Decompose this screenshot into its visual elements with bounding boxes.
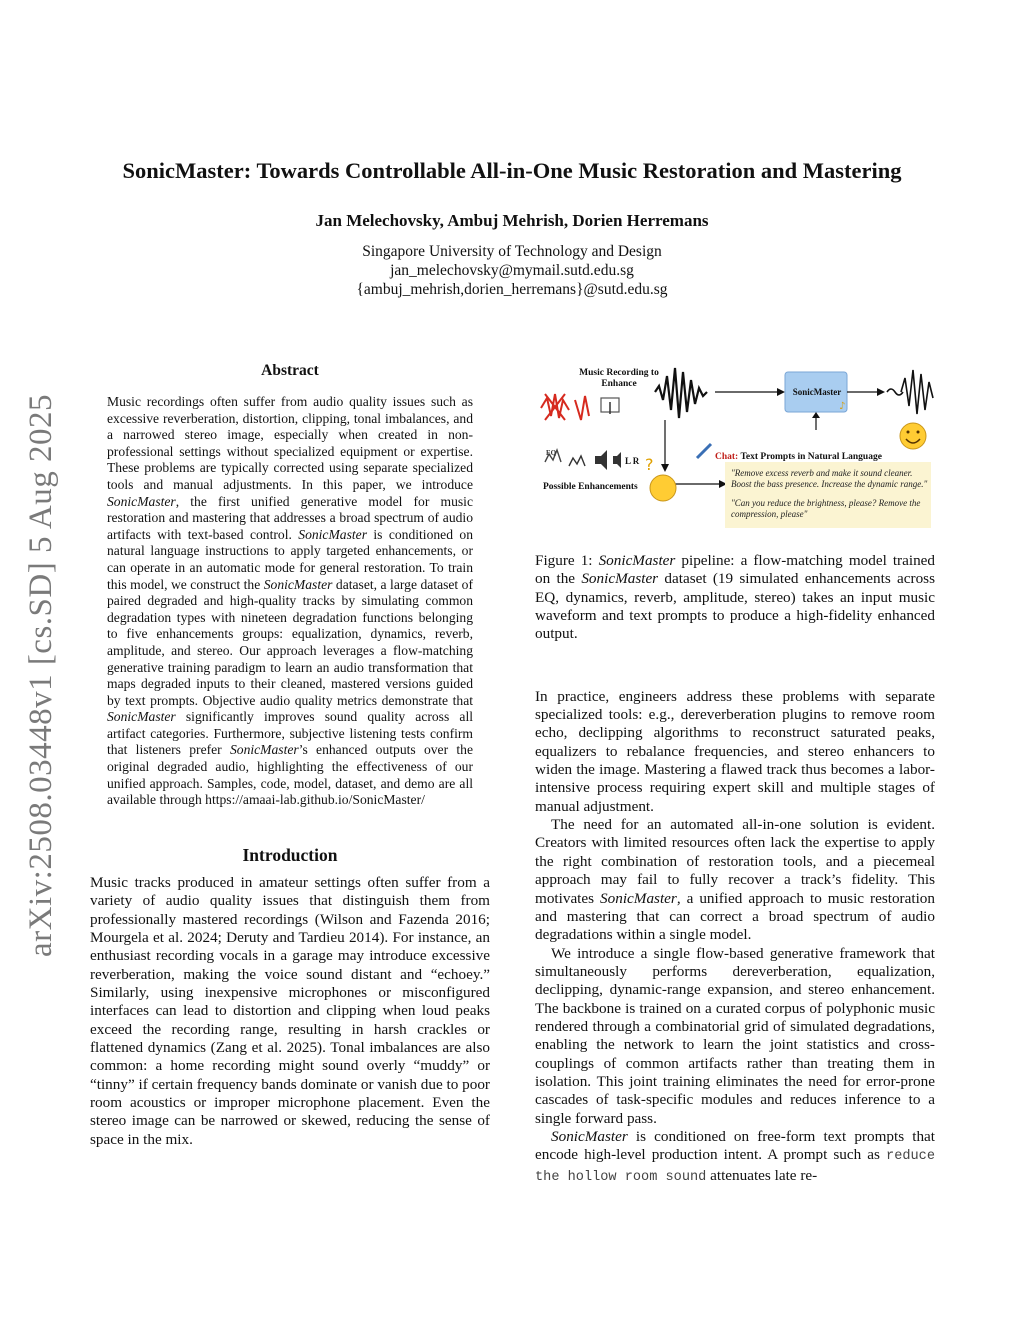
prompt-1 — [731, 468, 927, 489]
prompt-2-line-2: compression, please" — [731, 508, 808, 519]
prompt-1-line-1: "Remove excess reverb and make it sound cleaner. — [731, 468, 913, 478]
introduction-paragraph: Music tracks produced in amateur settings often suffer from a variety of audio quality issues that distinguish them from professionally mastered recordings (Wilson and Fazenda 2016; Mourgela et al. 2024; Deruty and Tardieu 2014). For instance, an enthusiast recording vocals in a garage may introduce excessive reverberation, making the voice sound distant and “echoey.” Similarly, using inexpensive microphones or misconfigured interfaces can lead to distortion and clipping when loud peaks exceed the recording range, resulting in harsh crackles or flattened dynamics (Zang et al. 2025). Tonal imbalances are also common: a home recording might sound overly “muddy” or “tinny” if certain frequency bands dominate or vanish due to poor room acoustics or improper microphone placement. Even the stereo image can be narrowed or skewed, reducing the sense of space in the mix. — [90, 873, 490, 1148]
eq-label: EQ — [546, 449, 557, 457]
affiliation-block — [0, 242, 1024, 299]
dynamics-icon — [569, 456, 585, 466]
email-1: jan_melechovsky@mymail.sutd.edu.sg — [390, 262, 634, 279]
institution: Singapore University of Technology and Design — [362, 243, 662, 260]
reverb-icon — [575, 396, 589, 420]
figure-1 — [535, 358, 935, 538]
arrow-head-output — [877, 388, 885, 396]
model-label: SonicMaster — [792, 387, 842, 397]
paragraph-practice: In practice, engineers address these problems with separate specialized tools: e.g., dereverberation plugins to remove room echo, declipping algorithms to reconstruct saturated peaks, equalizers to rebalance frequencies, and stereo enhancers to widen the image. Mastering a flawed track thus becomes a labor-intensive process requiring expert skill and multiple stages of manual adjustment. — [535, 687, 935, 815]
paragraph-framework: We introduce a single flow-based generative framework that simultaneously performs dereverberation, equalization, declipping, dynamic-range expansion, and stereo enhancement. The backbone is trained on a curated corpus of polyphonic music rendered through a combinatorial grid of simulated degradations, enabling the network to learn the joint statistics and cross-couplings of common artifacts rather than treating them in isolation. This joint training eliminates the need for error-prone cascades of task-specific modules and reduces inference to a single forward pass. — [535, 944, 935, 1127]
prompt-2-line-1: "Can you reduce the brightness, please? Remove the — [731, 498, 921, 508]
arrow-down-head — [661, 464, 669, 472]
prompt-example-code: reduce the hollow room sound — [535, 1149, 935, 1185]
possible-enhancements-label: Possible Enhancements — [543, 482, 638, 492]
speaker-icon-2 — [613, 452, 621, 468]
happy-face-icon — [900, 423, 926, 449]
abstract-body: Music recordings often suffer from audio quality issues such as excessive reverberation, distortion, clipping, tonal imbalances, and a narrowed stereo image, especially when created in non-professional settings without specialized equipment or expertise. These problems are typically corrected using separate specialized tools and manual adjustments. In this paper, we introduce SonicMaster, the first unified generative model for music restoration and mastering that addresses a broad spectrum of audio artifacts with text-based control. SonicMaster is conditioned on natural language instructions to apply targeted enhancements, or can operate in an automatic mode for general restoration. To train this model, we construct the SonicMaster dataset, a large dataset of paired degraded and high-quality tracks by simulating common degradation types with nineteen degradation functions belonging to five enhancements groups: equalization, dynamics, reverb, amplitude, and stereo. Our approach leverages a flow-matching generative training paradigm to learn an audio transformation that maps degraded inputs to their cleaned, mastered versions guided by text prompts. Objective audio quality metrics demonstrate that SonicMaster significantly improves sound quality across all artifact categories. Furthermore, subjective listening tests confirm that listeners prefer SonicMaster’s enhanced outputs over the original degraded audio, highlighting the effectiveness of our unified approach. Samples, code, model, dataset, and demo are all available through https://amaai-lab.github.io/SonicMaster/ — [107, 394, 474, 808]
speaker-icon — [595, 450, 607, 470]
arrow-up-head — [812, 412, 820, 418]
introduction-heading: Introduction — [242, 844, 338, 865]
right-body-text — [535, 688, 935, 1187]
music-note-icon: ♪ — [839, 401, 846, 412]
pencil-icon — [697, 444, 711, 458]
paragraph-need: The need for an automated all-in-one solution is evident. Creators with limited resources often lack the expertise to apply the right combination of restoration tools, and a piecemeal approach may fail to fully recover a track’s fidelity. This motivates SonicMaster, a unified approach to music restoration and mastering that can correct a broad spectrum of audio degradations within a single model. — [535, 816, 935, 944]
thinking-face-icon — [650, 475, 676, 501]
happy-face-eye-left — [907, 431, 910, 434]
right-column — [535, 358, 935, 1187]
input-waveform — [655, 368, 707, 418]
email-2: {ambuj_mehrish,dorien_herremans}@sutd.edu.sg — [356, 281, 668, 298]
abstract-heading: Abstract — [261, 362, 319, 379]
happy-face-eye-right — [917, 431, 920, 434]
prompt-1-line-2: Boost the bass presence. Increase the dynamic range." — [731, 478, 928, 489]
lr-label: L R — [625, 456, 640, 466]
paper-title: SonicMaster: Towards Controllable All-in-One Music Restoration and Mastering — [122, 158, 902, 183]
arrow-head-model — [777, 388, 785, 396]
left-column — [90, 362, 490, 1149]
chat-label: Chat: — [715, 452, 739, 462]
chat-title: Text Prompts in Natural Language — [740, 452, 882, 462]
figure-caption: Figure 1: SonicMaster pipeline: a flow-matching model trained on the SonicMaster dataset (19 simulated enhancements across EQ, dynamics, reverb, amplitude, stereo) takes an input music waveform and text prompts to produce a high-fidelity enhanced output. — [535, 552, 935, 643]
arxiv-id: arXiv:2508.03448v1 [cs.SD] 5 Aug 2025 — [22, 393, 59, 957]
chat-heading — [715, 452, 882, 462]
authors: Jan Melechovsky, Ambuj Mehrish, Dorien Herremans — [315, 211, 709, 230]
paragraph-conditioning: SonicMaster is conditioned on free-form text prompts that encode high-level production intent. A prompt such as reduce the hollow room sound attenuates late re- — [535, 1127, 935, 1185]
output-waveform — [887, 370, 933, 414]
question-icon: ? — [645, 455, 654, 474]
prompt-2 — [731, 498, 920, 519]
music-recording-label: Music Recording to Enhance — [579, 368, 659, 389]
arxiv-stamp — [6, 380, 76, 970]
